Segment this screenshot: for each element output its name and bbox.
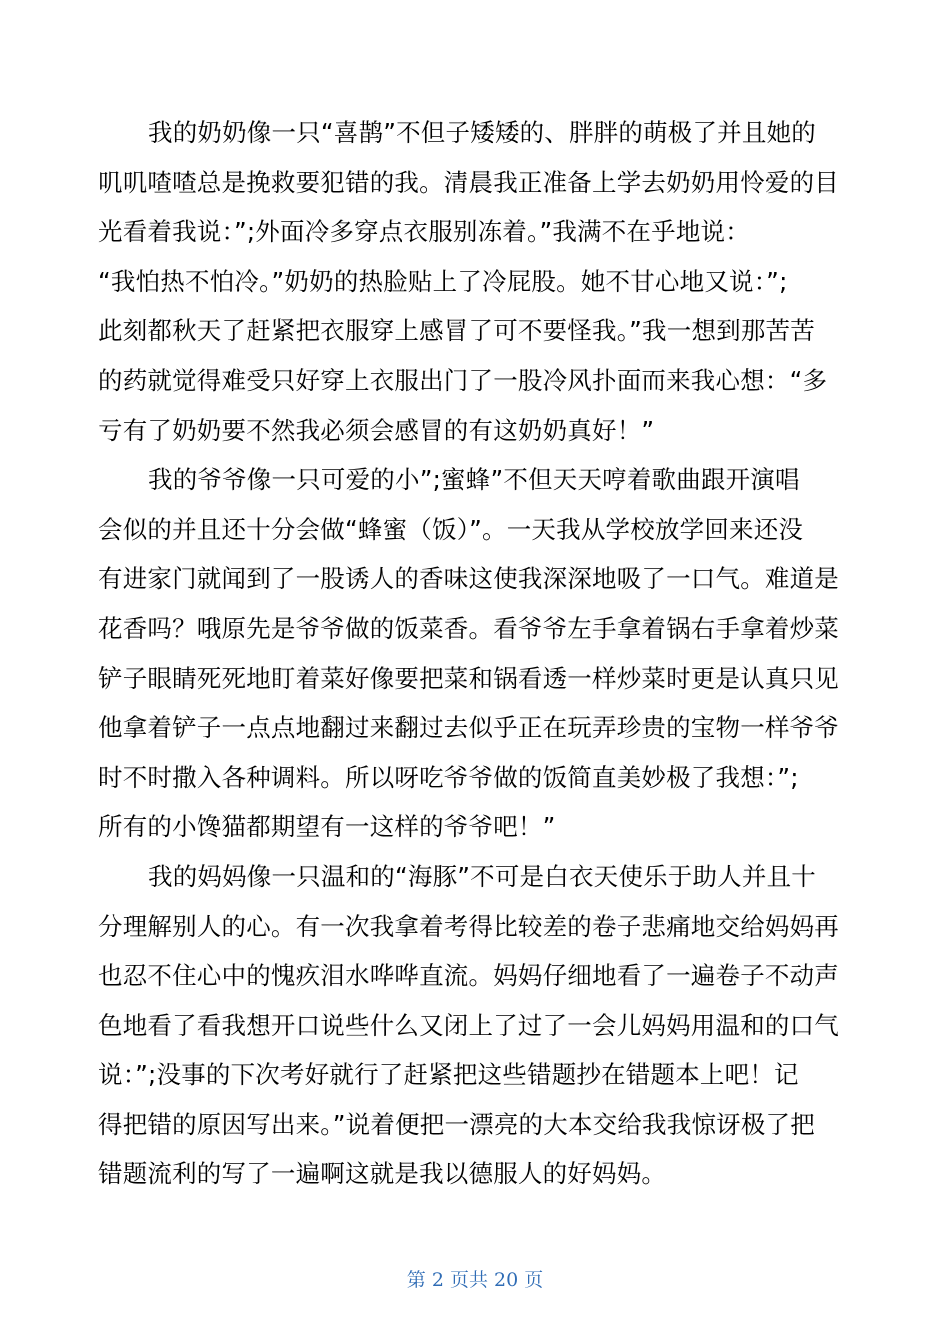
- paragraph-line: 错题流利的写了一遍啊这就是我以德服人的好妈妈。: [98, 1159, 667, 1189]
- paragraph-line: 的药就觉得难受只好穿上衣服出门了一股冷风扑面而来我心想：“多: [98, 365, 828, 395]
- paragraph-line: “我怕热不怕冷。”奶奶的热脸贴上了冷屁股。她不甘心地又说：”;: [98, 266, 788, 296]
- page-number-footer: 第 2 页共 20 页: [406, 1269, 544, 1291]
- paragraph-line: 所有的小馋猫都期望有一这样的爷爷吧！”: [98, 812, 556, 842]
- paragraph-line: 会似的并且还十分会做“蜂蜜（饭）”。一天我从学校放学回来还没: [98, 514, 804, 544]
- document-body: [98, 108, 858, 1199]
- paragraph-mother: [98, 852, 858, 1199]
- paragraph-line: 分理解别人的心。有一次我拿着考得比较差的卷子悲痛地交给妈妈再: [98, 911, 839, 941]
- paragraph-grandfather: [98, 455, 858, 852]
- paragraph-line: 他拿着铲子一点点地翻过来翻过去似乎正在玩弄珍贵的宝物一样爷爷: [98, 713, 839, 743]
- paragraph-line: 时不时撒入各种调料。所以呀吃爷爷做的饭简直美妙极了我想：”;: [98, 762, 799, 792]
- paragraph-grandmother: [98, 108, 858, 455]
- paragraph-line: 得把错的原因写出来。”说着便把一漂亮的大本交给我我惊讶极了把: [98, 1109, 815, 1139]
- paragraph-line: 说：”;没事的下次考好就行了赶紧把这些错题抄在错题本上吧！记: [98, 1060, 799, 1090]
- paragraph-line: 也忍不住心中的愧疚泪水哗哗直流。妈妈仔细地看了一遍卷子不动声: [98, 961, 839, 991]
- paragraph-line: 色地看了看我想开口说些什么又闭上了过了一会儿妈妈用温和的口气: [98, 1010, 839, 1040]
- paragraph-line: 亏有了奶奶要不然我必须会感冒的有这奶奶真好！”: [98, 415, 655, 445]
- paragraph-line: 光看着我说：”;外面冷多穿点衣服别冻着。”我满不在乎地说：: [98, 217, 750, 247]
- paragraph-line: 花香吗？哦原先是爷爷做的饭菜香。看爷爷左手拿着锅右手拿着炒菜: [98, 613, 839, 643]
- paragraph-line: 有进家门就闻到了一股诱人的香味这使我深深地吸了一口气。难道是: [98, 564, 839, 594]
- paragraph-line: 铲子眼睛死死地盯着菜好像要把菜和锅看透一样炒菜时更是认真只见: [98, 663, 839, 693]
- paragraph-line: 此刻都秋天了赶紧把衣服穿上感冒了可不要怪我。”我一想到那苦苦: [98, 316, 815, 346]
- paragraph-line: 叽叽喳喳总是挽救要犯错的我。清晨我正准备上学去奶奶用怜爱的目: [98, 167, 839, 197]
- paragraph-line: 我的奶奶像一只“喜鹊”不但子矮矮的、胖胖的萌极了并且她的: [148, 118, 816, 147]
- paragraph-line: 我的爷爷像一只可爱的小”;蜜蜂”不但天天哼着歌曲跟开演唱: [148, 465, 800, 495]
- paragraph-line: 我的妈妈像一只温和的“海豚”不可是白衣天使乐于助人并且十: [148, 861, 816, 891]
